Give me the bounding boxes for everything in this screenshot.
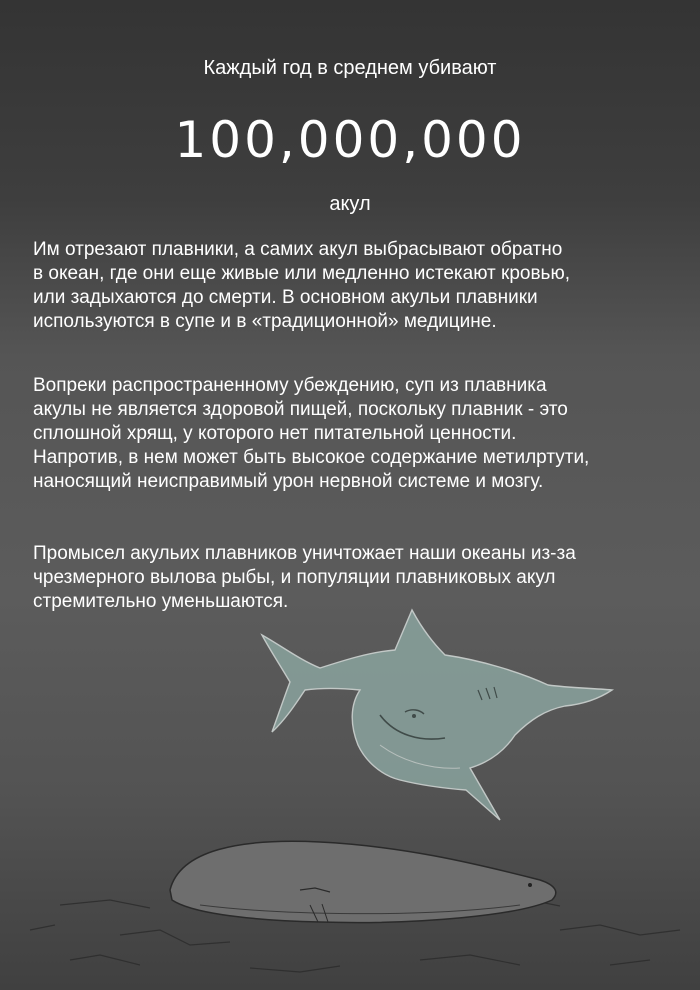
paragraph-soup-myth: Вопреки распространенному убеждению, суп из плавника акулы не является здоровой пищей, поскольку плавник - это сплошной хрящ, у которого нет питательной ценности. Напротив, в нем может быть высокое содержание метилртути, наносящий неисправимый урон нервной системе и мозгу. <box>33 375 590 492</box>
headline: Каждый год в среднем убивают <box>203 57 497 79</box>
paragraph-overfishing: Промысел акульих плавников уничтожает наши океаны из-за чрезмерного вылова рыбы, и популяции плавниковых акул стремительно уменьшаются. <box>33 543 576 612</box>
paragraph-fins-cut: Им отрезают плавники, а самих акул выбрасывают обратно в океан, где они еще живые или медленно истекают кровью, или задыхаются до смерти. В основном акульи плавники используются в супе и в «традиционной» медицине. <box>33 239 570 332</box>
ghost-shark <box>262 610 612 820</box>
dead-shark <box>170 841 556 922</box>
big-number: 100,000,000 <box>174 111 526 169</box>
unit-label: акул <box>329 193 371 215</box>
